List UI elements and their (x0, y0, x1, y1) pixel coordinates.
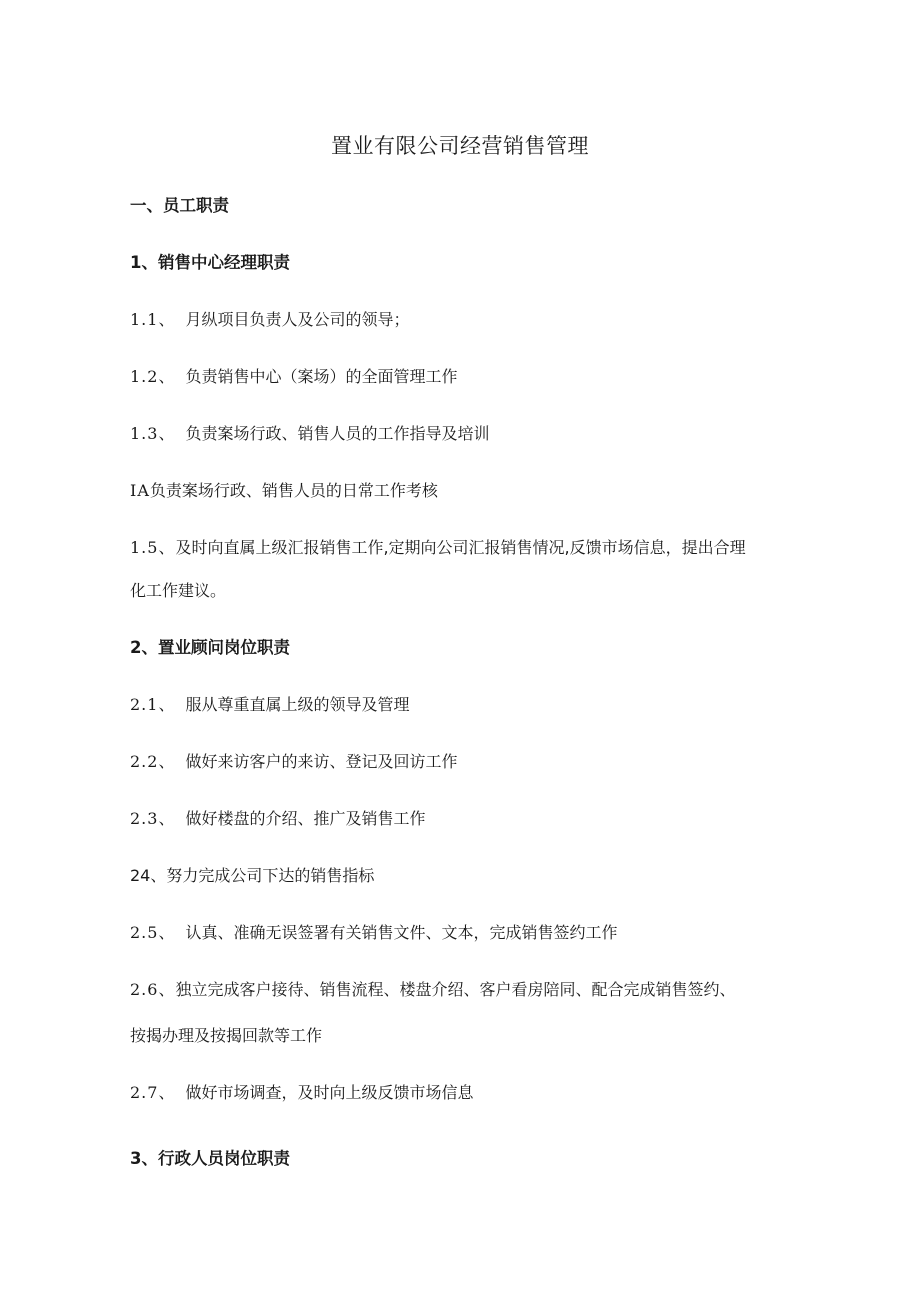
item-number: 2.6、 (130, 980, 176, 999)
subsection-heading-text: 3、行政人员岗位职责 (130, 1149, 290, 1168)
item-text: 按揭办理及按揭回款等工作 (130, 1026, 323, 1045)
item-number: 2.5、 (130, 923, 176, 942)
item-number: 2.3、 (130, 809, 176, 828)
list-item-2-5 (130, 922, 800, 944)
list-item-1-1 (130, 309, 800, 331)
item-number: 1.3、 (130, 424, 176, 443)
item-number: 1.1、 (130, 310, 176, 329)
list-item-2-3 (130, 808, 800, 830)
section-heading-staff-duties (130, 195, 800, 217)
list-item-2-6 (130, 979, 800, 1001)
item-text: 独立完成客户接待、销售流程、楼盘介绍、客户看房陪同、配合完成销售签约、 (175, 980, 736, 999)
subsection-heading-text: 1、销售中心经理职责 (130, 253, 290, 272)
item-number: 2.7、 (130, 1083, 176, 1102)
subsection-heading-admin-staff (130, 1148, 800, 1170)
document-title: 置业有限公司经营销售管理 (331, 134, 589, 158)
item-text: 做好来访客户的来访、登记及回访工作 (185, 752, 458, 771)
list-item-2-7 (130, 1082, 800, 1104)
list-item-2-1 (130, 694, 800, 716)
subsection-heading-text: 2、置业顾问岗位职责 (130, 638, 290, 657)
item-text: 月纵项目负责人及公司的领导； (185, 310, 410, 329)
list-item-2-6-continued (130, 1025, 800, 1047)
list-item-1-2 (130, 366, 800, 388)
item-number: 2.1、 (130, 695, 176, 714)
item-text: 负责销售中心（案场）的全面管理工作 (185, 367, 458, 386)
item-text: 及时向直属上级汇报销售工作,定期向公司汇报销售情况,反馈市场信息，提出合理 (175, 538, 746, 557)
item-text: 负责案场行政、销售人员的工作指导及培训 (185, 424, 490, 443)
item-text: 做好楼盘的介绍、推广及销售工作 (185, 809, 426, 828)
item-text: 24、努力完成公司下达的销售指标 (130, 866, 375, 885)
list-item-1-5-continued (130, 580, 800, 602)
item-number: 1.5、 (130, 538, 176, 557)
list-item-1-4 (130, 480, 800, 502)
list-item-2-2 (130, 751, 800, 773)
list-item-1-3 (130, 423, 800, 445)
list-item-1-5 (130, 537, 800, 559)
item-number: 2.2、 (130, 752, 176, 771)
item-text: 认真、准确无误签署有关销售文件、文本，完成销售签约工作 (185, 923, 618, 942)
subsection-heading-sales-consultant (130, 637, 800, 659)
subsection-heading-sales-manager (130, 252, 800, 274)
item-text: 负责案场行政、销售人员的日常工作考核 (149, 481, 438, 500)
item-text: 化工作建议。 (130, 581, 227, 600)
item-number: 1.2、 (130, 367, 176, 386)
item-number: IA (130, 481, 150, 500)
item-text: 服从尊重直属上级的领导及管理 (185, 695, 410, 714)
list-item-2-4 (130, 865, 800, 887)
section-heading-text: 一、员工职责 (130, 196, 229, 215)
item-text: 做好市场调查，及时向上级反馈市场信息 (185, 1083, 474, 1102)
